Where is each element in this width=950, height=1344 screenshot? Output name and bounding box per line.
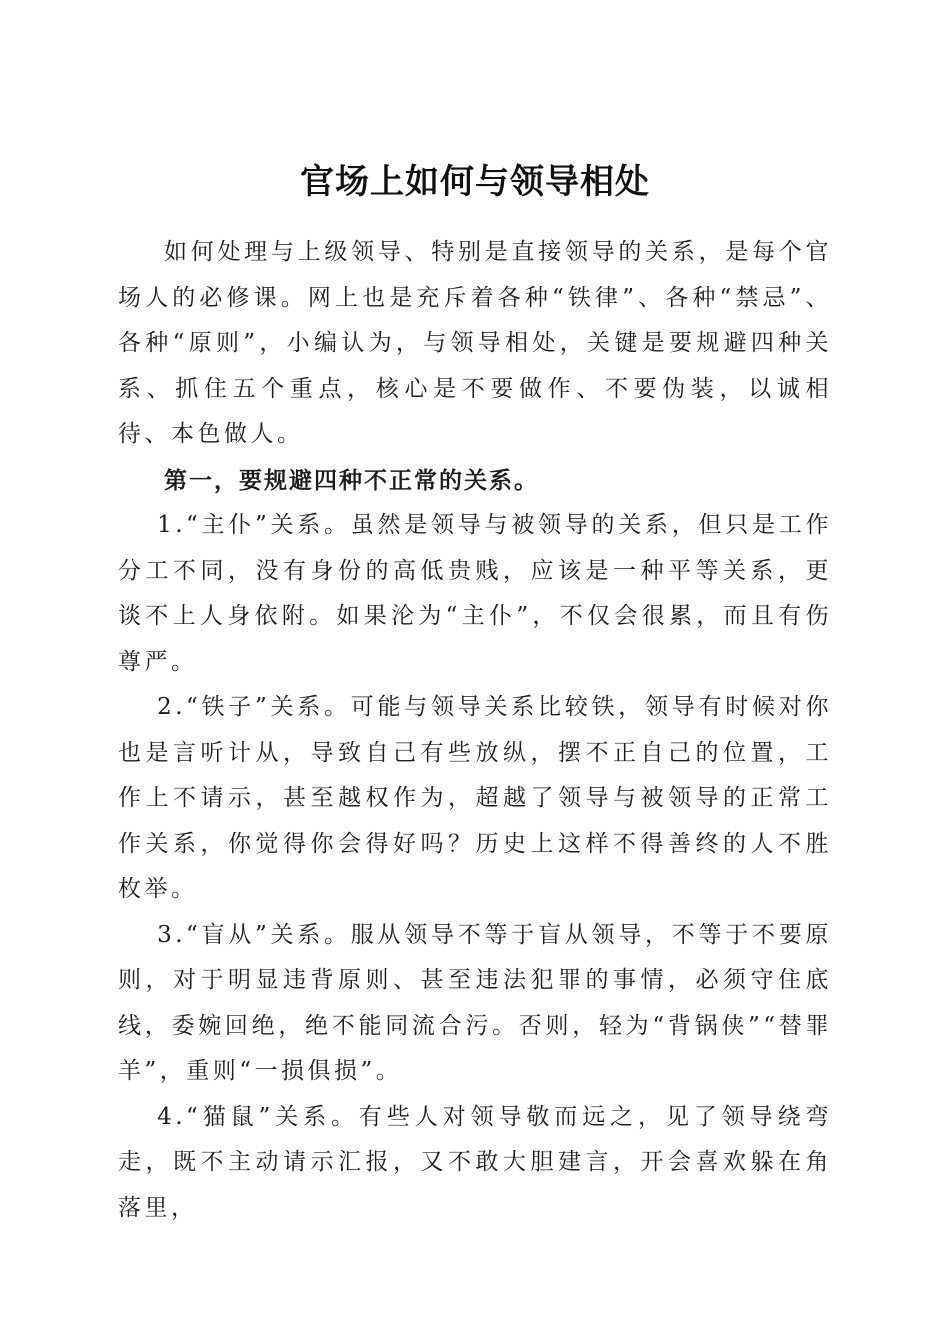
document-body: [118, 230, 832, 1231]
intro-paragraph: 如何处理与上级领导、特别是直接领导的关系，是每个官场人的必修课。网上也是充斥着各种“铁律”、各种“禁忌”、各种“原则”，小编认为，与领导相处，关键是要规避四种关系、抓住五个重点，核心是不要做作、不要伪装，以诚相待、本色做人。: [118, 239, 832, 447]
list-item-blind-obedience: 3.“盲从”关系。服从领导不等于盲从领导，不等于不要原则，对于明显违背原则、甚至违法犯罪的事情，必须守住底线，委婉回绝，绝不能同流合污。否则，轻为“背锅侠”“替罪羊”，重则“一损俱损”。: [118, 921, 832, 1084]
list-item-close-buddy: 2.“铁子”关系。可能与领导关系比较铁，领导有时候对你也是言听计从，导致自己有些放纵，摆不正自己的位置，工作上不请示，甚至越权作为，超越了领导与被领导的正常工作关系，你觉得你会得好吗？历史上这样不得善终的人不胜枚举。: [118, 694, 832, 902]
section-heading: 第一，要规避四种不正常的关系。: [164, 466, 539, 494]
list-item-cat-mouse: 4.“猫鼠”关系。有些人对领导敬而远之，见了领导绕弯走，既不主动请示汇报，又不敢大胆建言，开会喜欢躲在角落里，: [118, 1103, 832, 1221]
list-item-master-servant: 1.“主仆”关系。虽然是领导与被领导的关系，但只是工作分工不同，没有身份的高低贵贱，应该是一种平等关系，更谈不上人身依附。如果沦为“主仆”，不仅会很累，而且有伤尊严。: [118, 512, 832, 675]
document-title: 官场上如何与领导相处: [300, 161, 650, 202]
